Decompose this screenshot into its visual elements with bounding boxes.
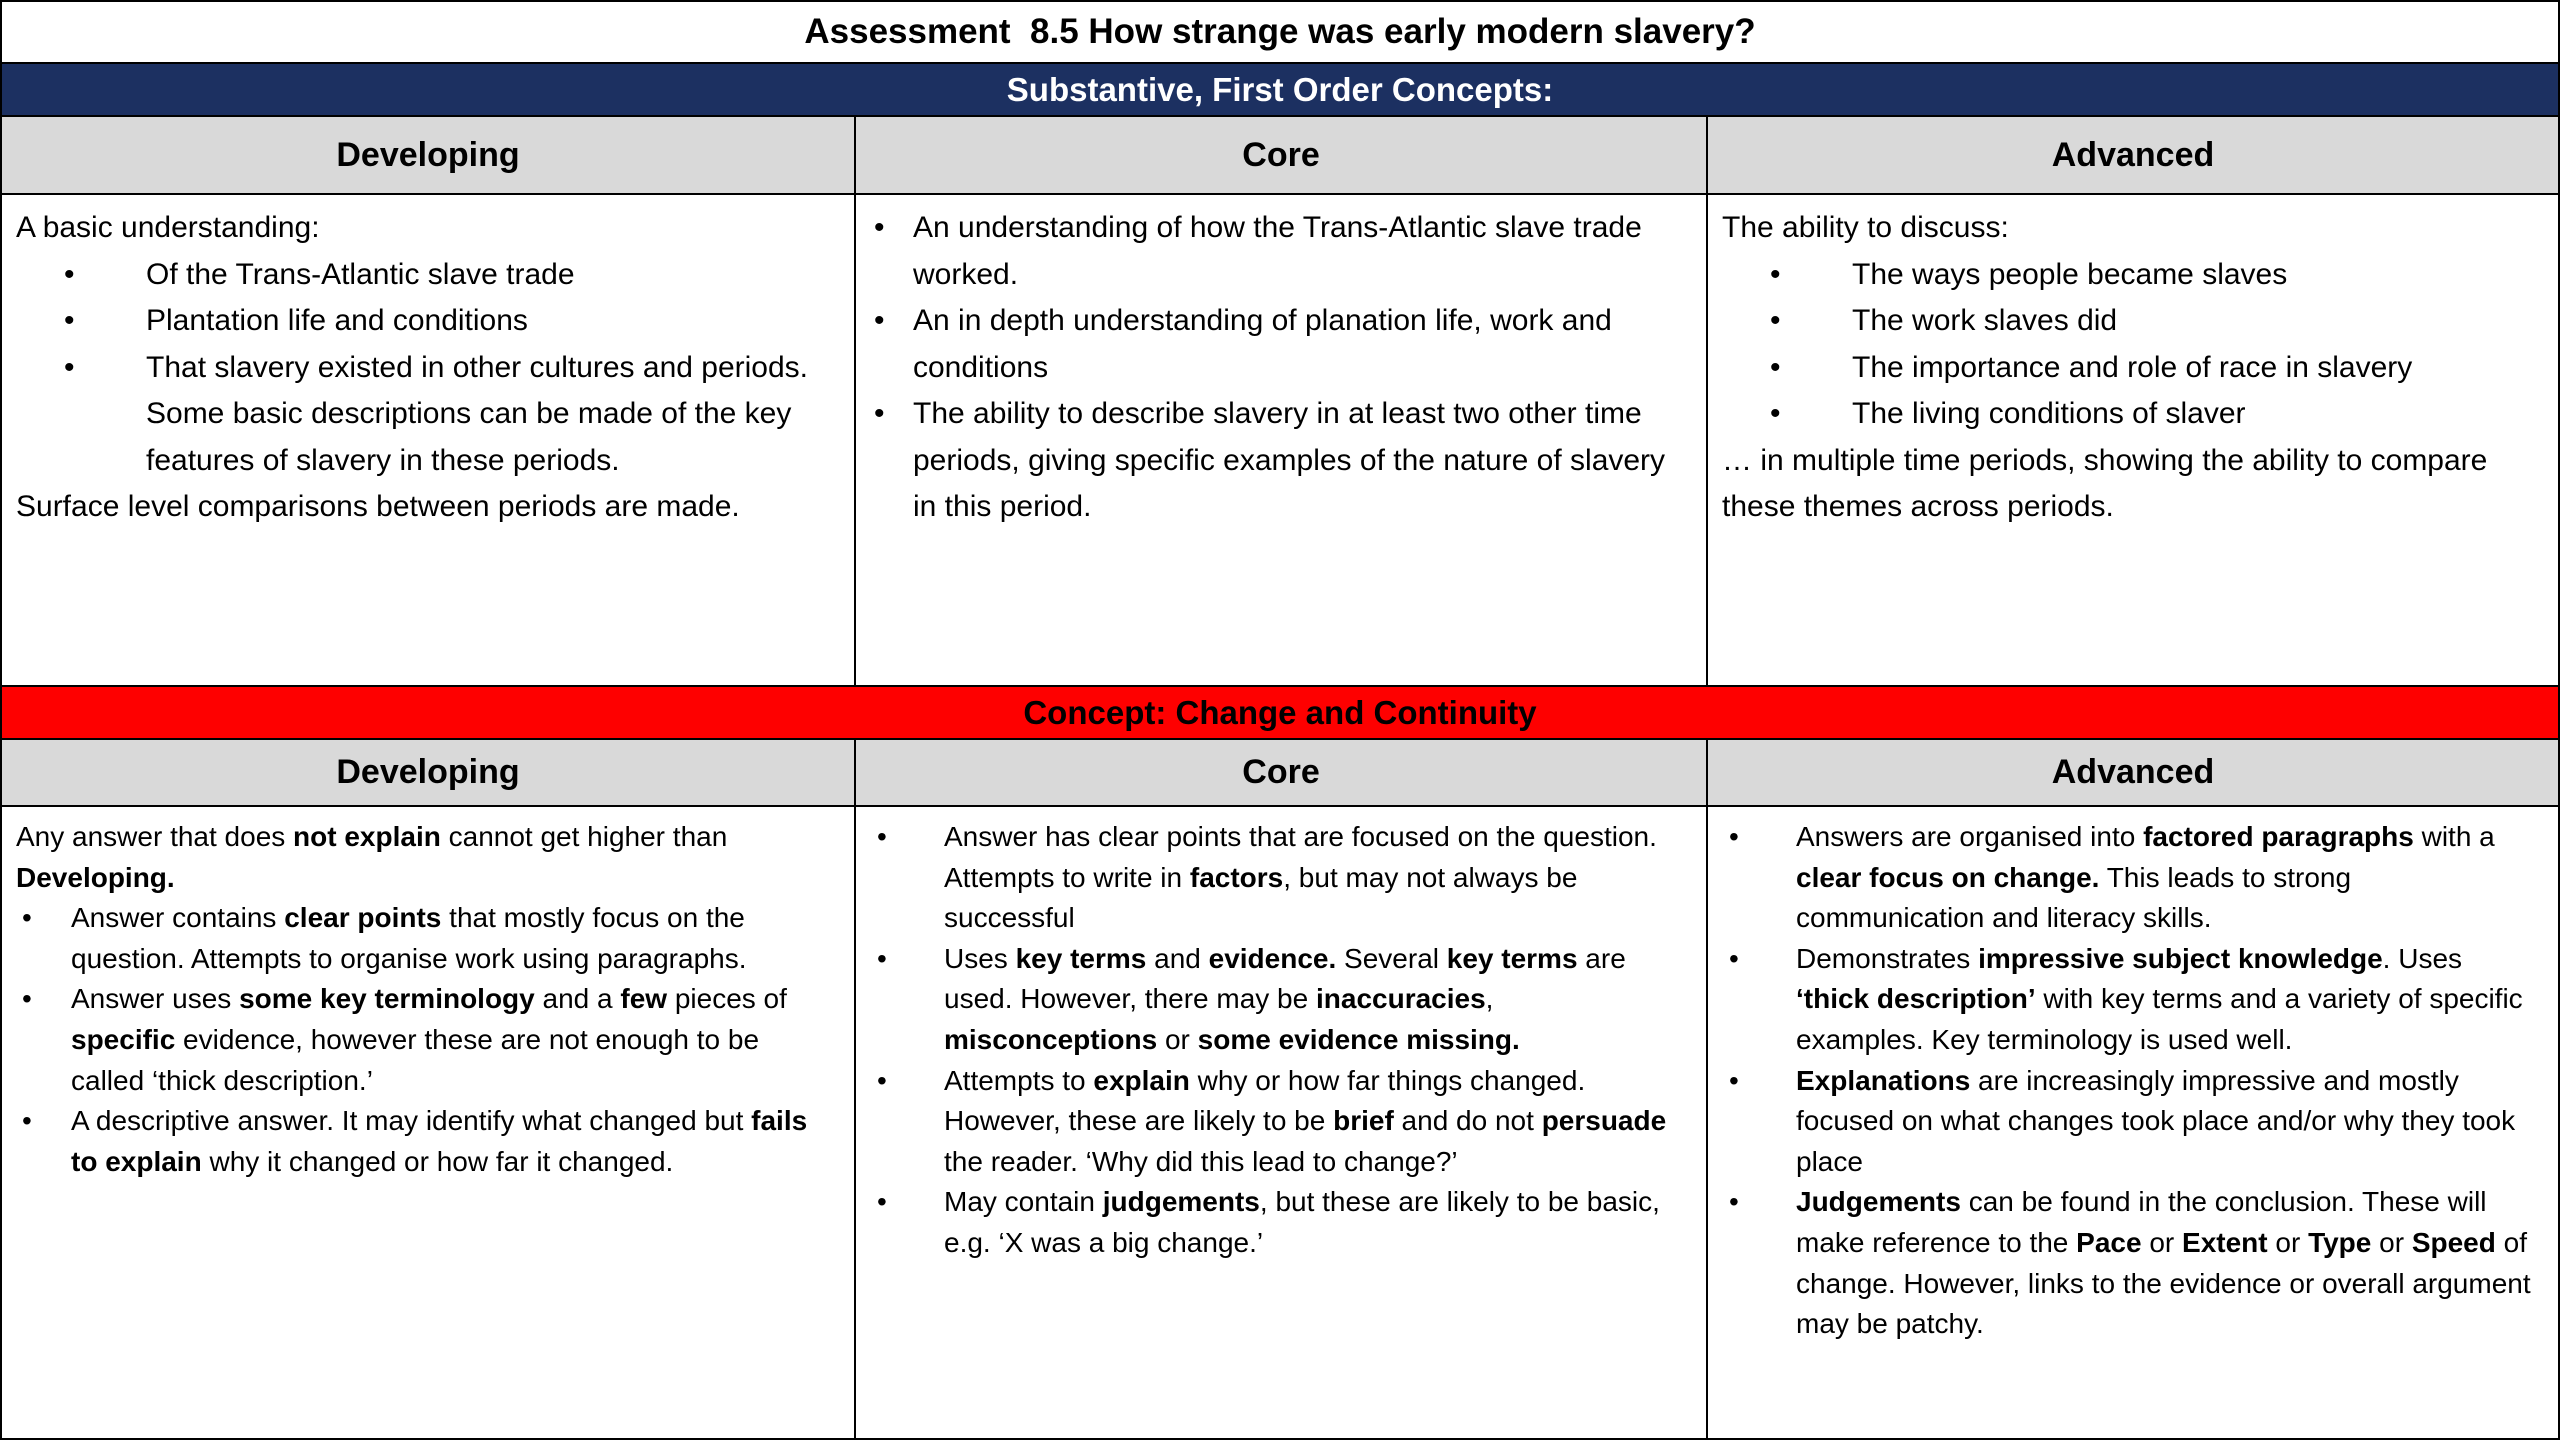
bullet-marker: • [64, 257, 75, 291]
bullet-marker: • [1729, 1186, 1739, 1218]
bullet-text: Plantation life and conditions [146, 304, 528, 337]
bullet-marker: • [22, 1105, 32, 1137]
bullet-text: A descriptive answer. It may identify what changed but fails to explain why it changed or how far it changed. [71, 1105, 808, 1177]
bullet-marker: • [874, 304, 885, 337]
bullet-marker: • [877, 821, 887, 852]
bullet-text: Explanations are increasingly impressive and mostly focused on what changes took place and/or why they took place [1796, 1064, 2516, 1177]
section1-core-cell [854, 195, 1706, 685]
cell-intro: Any answer that does not explain cannot get higher than Developing. [16, 821, 728, 893]
bullet-item [16, 298, 836, 345]
bullet-marker: • [22, 983, 32, 1015]
section2-advanced-cell [1706, 807, 2558, 1438]
bullet-item [1722, 391, 2540, 438]
section2-banner [2, 685, 2558, 738]
bullet-item [1722, 252, 2540, 299]
section1-advanced-cell [1706, 195, 2558, 685]
bullet-item [870, 205, 1688, 298]
bullet-item [1722, 345, 2540, 392]
section2-body-row [2, 805, 2558, 1438]
bullet-item [16, 898, 836, 979]
bullet-item [870, 817, 1688, 939]
cell-footer: … in multiple time periods, showing the ability to compare these themes across periods. [1722, 443, 2488, 523]
bullet-text: Of the Trans-Atlantic slave trade [146, 257, 575, 291]
bullet-item [16, 345, 836, 485]
document-title-row [2, 2, 2558, 62]
bullet-text: An in depth understanding of planation life, work and conditions [913, 304, 1612, 384]
bullet-text: Answer uses some key terminology and a few pieces of specific evidence, however these are not enough to be called ‘thick description.’ [71, 983, 787, 1096]
bullet-text: The work slaves did [1852, 304, 2118, 337]
bullet-marker: • [1729, 821, 1739, 852]
section1-body-row [2, 193, 2558, 685]
bullet-text: Judgements can be found in the conclusion. These will make reference to the Pace or Extent or Type or Speed of change. However, links to the evidence or overall argument may be patchy. [1796, 1186, 2531, 1340]
bullet-marker: • [1770, 257, 1781, 291]
section2-developing-cell [2, 807, 854, 1438]
section2-header-developing: Developing [336, 753, 520, 791]
bullet-marker: • [877, 1186, 887, 1218]
bullet-text: Uses key terms and evidence. Several key terms are used. However, there may be inaccuracies, misconceptions or some evidence missing. [944, 942, 1626, 1055]
bullet-text: The ability to describe slavery in at least two other time periods, giving specific examples of the nature of slavery in this period. [913, 397, 1666, 523]
bullet-marker: • [1729, 1064, 1739, 1096]
bullet-text: Demonstrates impressive subject knowledge. Uses ‘thick description’ with key terms and a variety of specific examples. Key terminology is used well. [1796, 942, 2523, 1055]
section2-header-core: Core [854, 740, 1706, 805]
cell-intro: The ability to discuss: [1722, 211, 2009, 244]
bullet-marker: • [874, 211, 885, 244]
bullet-marker: • [1770, 397, 1781, 430]
bullet-item [1722, 1182, 2540, 1344]
bullet-marker: • [877, 1064, 887, 1096]
bullet-marker: • [22, 902, 32, 934]
bullet-text: The importance and role of race in slavery [1852, 350, 2413, 384]
bullet-text: An understanding of how the Trans-Atlantic slave trade worked. [913, 211, 1642, 291]
bullet-marker: • [64, 304, 75, 337]
section1-banner-text: Substantive, First Order Concepts: [1006, 70, 1554, 108]
bullet-marker: • [1770, 350, 1781, 384]
bullet-item [870, 1061, 1688, 1183]
bullet-marker: • [1770, 304, 1781, 337]
bullet-item [1722, 1061, 2540, 1183]
cell-footer: Surface level comparisons between periods are made. [16, 490, 740, 523]
section1-developing-cell [2, 195, 854, 685]
bullet-item [16, 979, 836, 1101]
bullet-item [1722, 939, 2540, 1061]
bullet-marker: • [1729, 942, 1739, 974]
bullet-item [16, 1101, 836, 1182]
bullet-text: That slavery existed in other cultures and periods. Some basic descriptions can be made of the key features of slavery in these periods. [146, 350, 809, 477]
bullet-item [870, 391, 1688, 531]
section2-header-advanced: Advanced [1706, 740, 2558, 805]
section1-header-developing: Developing [336, 135, 520, 174]
bullet-marker: • [64, 350, 75, 384]
bullet-item [16, 252, 836, 299]
bullet-text: May contain judgements, but these are likely to be basic, e.g. ‘X was a big change.’ [944, 1186, 1660, 1258]
section2-banner-text: Concept: Change and Continuity [1023, 693, 1537, 731]
section1-header-advanced: Advanced [1706, 117, 2558, 193]
bullet-text: Answers are organised into factored paragraphs with a clear focus on change. This leads to strong communication and literacy skills. [1796, 821, 2495, 934]
section2-header-row [2, 738, 2558, 805]
bullet-item [870, 298, 1688, 391]
section1-banner [2, 62, 2558, 115]
bullet-item [870, 939, 1688, 1061]
bullet-text: Answer has clear points that are focused on the question. Attempts to write in factors, but may not always be successful [944, 821, 1657, 934]
section1-header-row [2, 115, 2558, 193]
bullet-marker: • [874, 397, 885, 430]
bullet-text: The living conditions of slaver [1852, 397, 2246, 430]
bullet-text: The ways people became slaves [1852, 257, 2288, 291]
section1-header-core: Core [854, 117, 1706, 193]
bullet-item [1722, 298, 2540, 345]
cell-intro: A basic understanding: [16, 211, 320, 244]
bullet-marker: • [877, 942, 887, 974]
bullet-item [1722, 817, 2540, 939]
bullet-text: Answer contains clear points that mostly focus on the question. Attempts to organise work using paragraphs. [71, 902, 747, 974]
bullet-item [870, 1182, 1688, 1263]
bullet-text: Attempts to explain why or how far things changed. However, these are likely to be brief and do not persuade the reader. ‘Why did this lead to change?’ [944, 1064, 1667, 1177]
document-title: Assessment 8.5 How strange was early modern slavery? [804, 12, 1756, 51]
section2-core-cell [854, 807, 1706, 1438]
